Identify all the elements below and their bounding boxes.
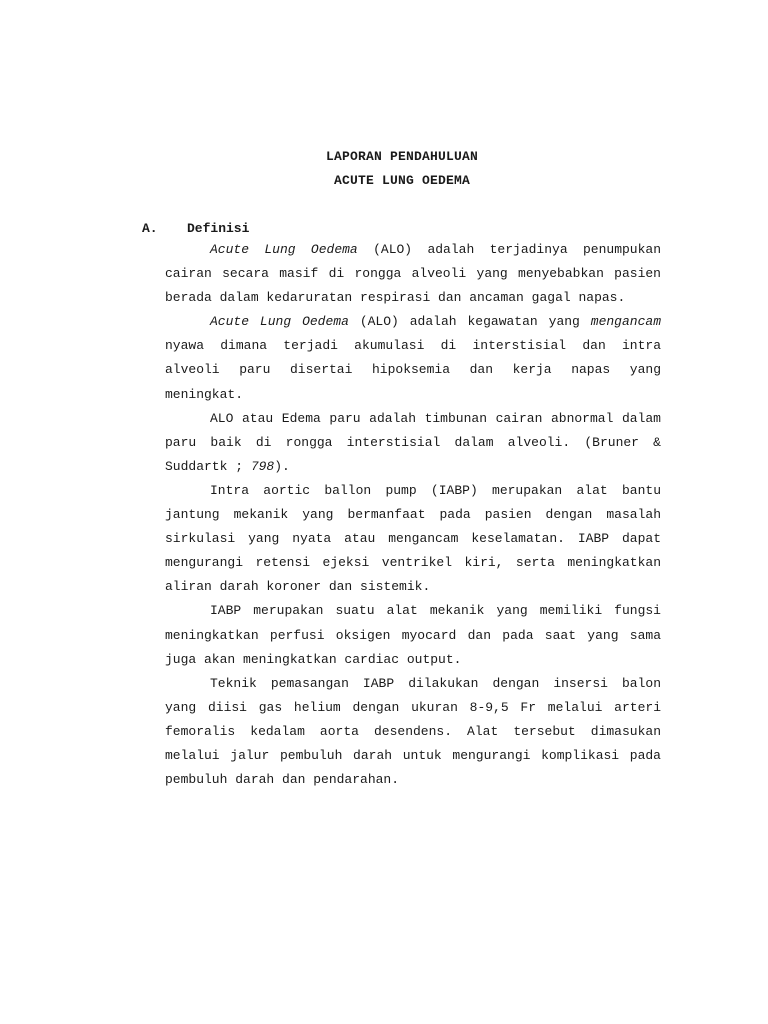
italic-term: Acute Lung Oedema (210, 242, 358, 257)
italic-citation: 798 (250, 458, 275, 474)
title-line-2: ACUTE LUNG OEDEMA (333, 173, 471, 188)
section-heading-text: Definisi (187, 221, 250, 236)
paragraph-3: ALO atau Edema paru adalah timbunan cairan abnormal dalam paru baik di rongga interstisial dalam alveoli. (Bruner & Suddartk ; 798). (165, 410, 661, 474)
paragraph-2: Acute Lung Oedema (ALO) adalah kegawatan yang mengancam nyawa dimana terjadi akumulasi di interstisial dan intra alveoli paru disertai hipoksemia dan kerja napas yang meningkat. (165, 314, 661, 402)
paragraph-5: IABP merupakan suatu alat mekanik yang memiliki fungsi meningkatkan perfusi oksigen myocard dan pada saat yang sama juga akan meningkatkan cardiac output. (165, 603, 661, 667)
title-line-1: LAPORAN PENDAHULUAN (325, 149, 479, 164)
paragraph-1: Acute Lung Oedema (ALO) adalah terjadinya penumpukan cairan secara masif di rongga alveoli yang menyebabkan pasien berada dalam kedaruratan respirasi dan ancaman gagal napas. (165, 242, 661, 306)
document-title (0, 145, 768, 193)
paragraph-6: Teknik pemasangan IABP dilakukan dengan insersi balon yang diisi gas helium dengan ukuran 8-9,5 Fr melalui arteri femoralis kedalam aorta desendens. Alat tersebut dimasukan melalui jalur pembuluh darah untuk mengurangi komplikasi pada pembuluh darah dan pendarahan. (165, 675, 661, 788)
paragraph-4: Intra aortic ballon pump (IABP) merupakan alat bantu jantung mekanik yang bermanfaat pada pasien dengan masalah sirkulasi yang nyata atau mengancam keselamatan. IABP dapat mengurangi retensi ejeksi ventrikel kiri, serta meningkatkan aliran darah koroner dan sistemik. (165, 482, 661, 595)
section-letter: A. (142, 221, 158, 236)
italic-term: Acute Lung Oedema (210, 314, 349, 330)
italic-term: mengancam (590, 314, 661, 330)
body-text (165, 238, 661, 792)
